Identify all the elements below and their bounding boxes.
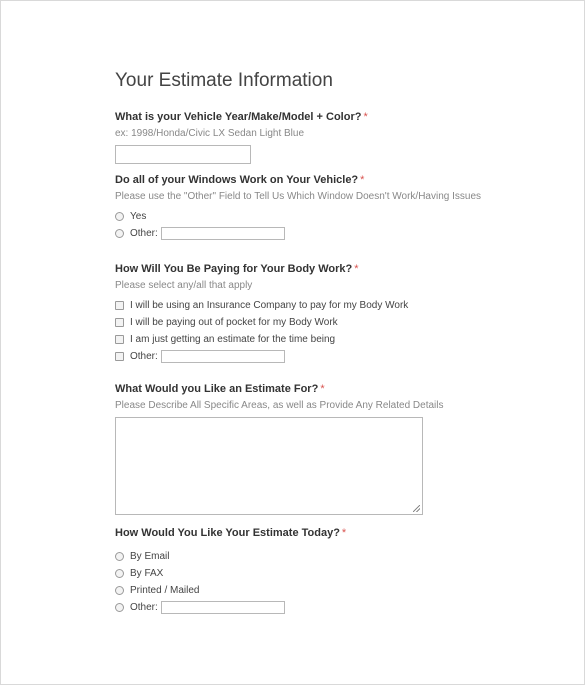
question-windows-help: Please use the "Other" Field to Tell Us Which Window Doesn't Work/Having Issues xyxy=(115,191,482,202)
estimate-details-wrapper xyxy=(115,417,423,515)
question-windows xyxy=(115,173,555,242)
required-marker: * xyxy=(341,527,347,539)
estimate-details-textarea[interactable] xyxy=(115,417,423,515)
delivery-options xyxy=(115,548,555,616)
windows-option-yes[interactable]: Yes xyxy=(115,208,555,225)
required-marker: * xyxy=(360,174,365,186)
radio-button[interactable] xyxy=(115,212,124,221)
question-vehicle xyxy=(115,110,555,164)
payment-option-insurance[interactable]: I will be using an Insurance Company to pay for my Body Work xyxy=(115,297,555,314)
radio-button[interactable] xyxy=(115,552,124,561)
delivery-option-mailed[interactable]: Printed / Mailed xyxy=(115,582,555,599)
question-windows-label: Do all of your Windows Work on Your Vehicle? * xyxy=(115,174,365,186)
delivery-option-email[interactable]: By Email xyxy=(115,548,555,565)
payment-other-input[interactable] xyxy=(161,350,285,363)
question-estimate-for-help: Please Describe All Specific Areas, as well as Provide Any Related Details xyxy=(115,400,444,411)
question-delivery-label: How Would You Like Your Estimate Today? * xyxy=(115,527,347,539)
radio-button[interactable] xyxy=(115,603,124,612)
question-vehicle-help: ex: 1998/Honda/Civic LX Sedan Light Blue xyxy=(115,128,305,139)
question-delivery xyxy=(115,526,555,616)
windows-options xyxy=(115,208,555,242)
payment-options xyxy=(115,297,555,365)
delivery-other-input[interactable] xyxy=(161,601,285,614)
checkbox[interactable] xyxy=(115,335,124,344)
question-vehicle-label: What is your Vehicle Year/Make/Model + Color? * xyxy=(115,111,368,123)
payment-option-estimate-only[interactable]: I am just getting an estimate for the time being xyxy=(115,331,555,348)
checkbox[interactable] xyxy=(115,301,124,310)
checkbox[interactable] xyxy=(115,352,124,361)
question-estimate-for xyxy=(115,382,555,515)
payment-option-out-of-pocket[interactable]: I will be paying out of pocket for my Body Work xyxy=(115,314,555,331)
resize-grip-icon[interactable] xyxy=(413,505,420,512)
question-estimate-for-label: What Would you Like an Estimate For? * xyxy=(115,383,325,395)
vehicle-input[interactable] xyxy=(115,145,251,164)
delivery-option-other[interactable]: Other: xyxy=(115,599,555,616)
payment-option-other[interactable]: Other: xyxy=(115,348,555,365)
radio-button[interactable] xyxy=(115,229,124,238)
delivery-option-fax[interactable]: By FAX xyxy=(115,565,555,582)
question-payment xyxy=(115,262,555,365)
required-marker: * xyxy=(363,111,368,123)
checkbox[interactable] xyxy=(115,318,124,327)
estimate-form xyxy=(115,69,555,613)
required-marker: * xyxy=(354,263,359,275)
form-title: Your Estimate Information xyxy=(115,70,333,91)
question-payment-help: Please select any/all that apply xyxy=(115,280,253,291)
radio-button[interactable] xyxy=(115,569,124,578)
windows-option-other[interactable]: Other: xyxy=(115,225,555,242)
required-marker: * xyxy=(320,383,325,395)
question-payment-label: How Will You Be Paying for Your Body Work? * xyxy=(115,263,359,275)
radio-button[interactable] xyxy=(115,586,124,595)
windows-other-input[interactable] xyxy=(161,227,285,240)
